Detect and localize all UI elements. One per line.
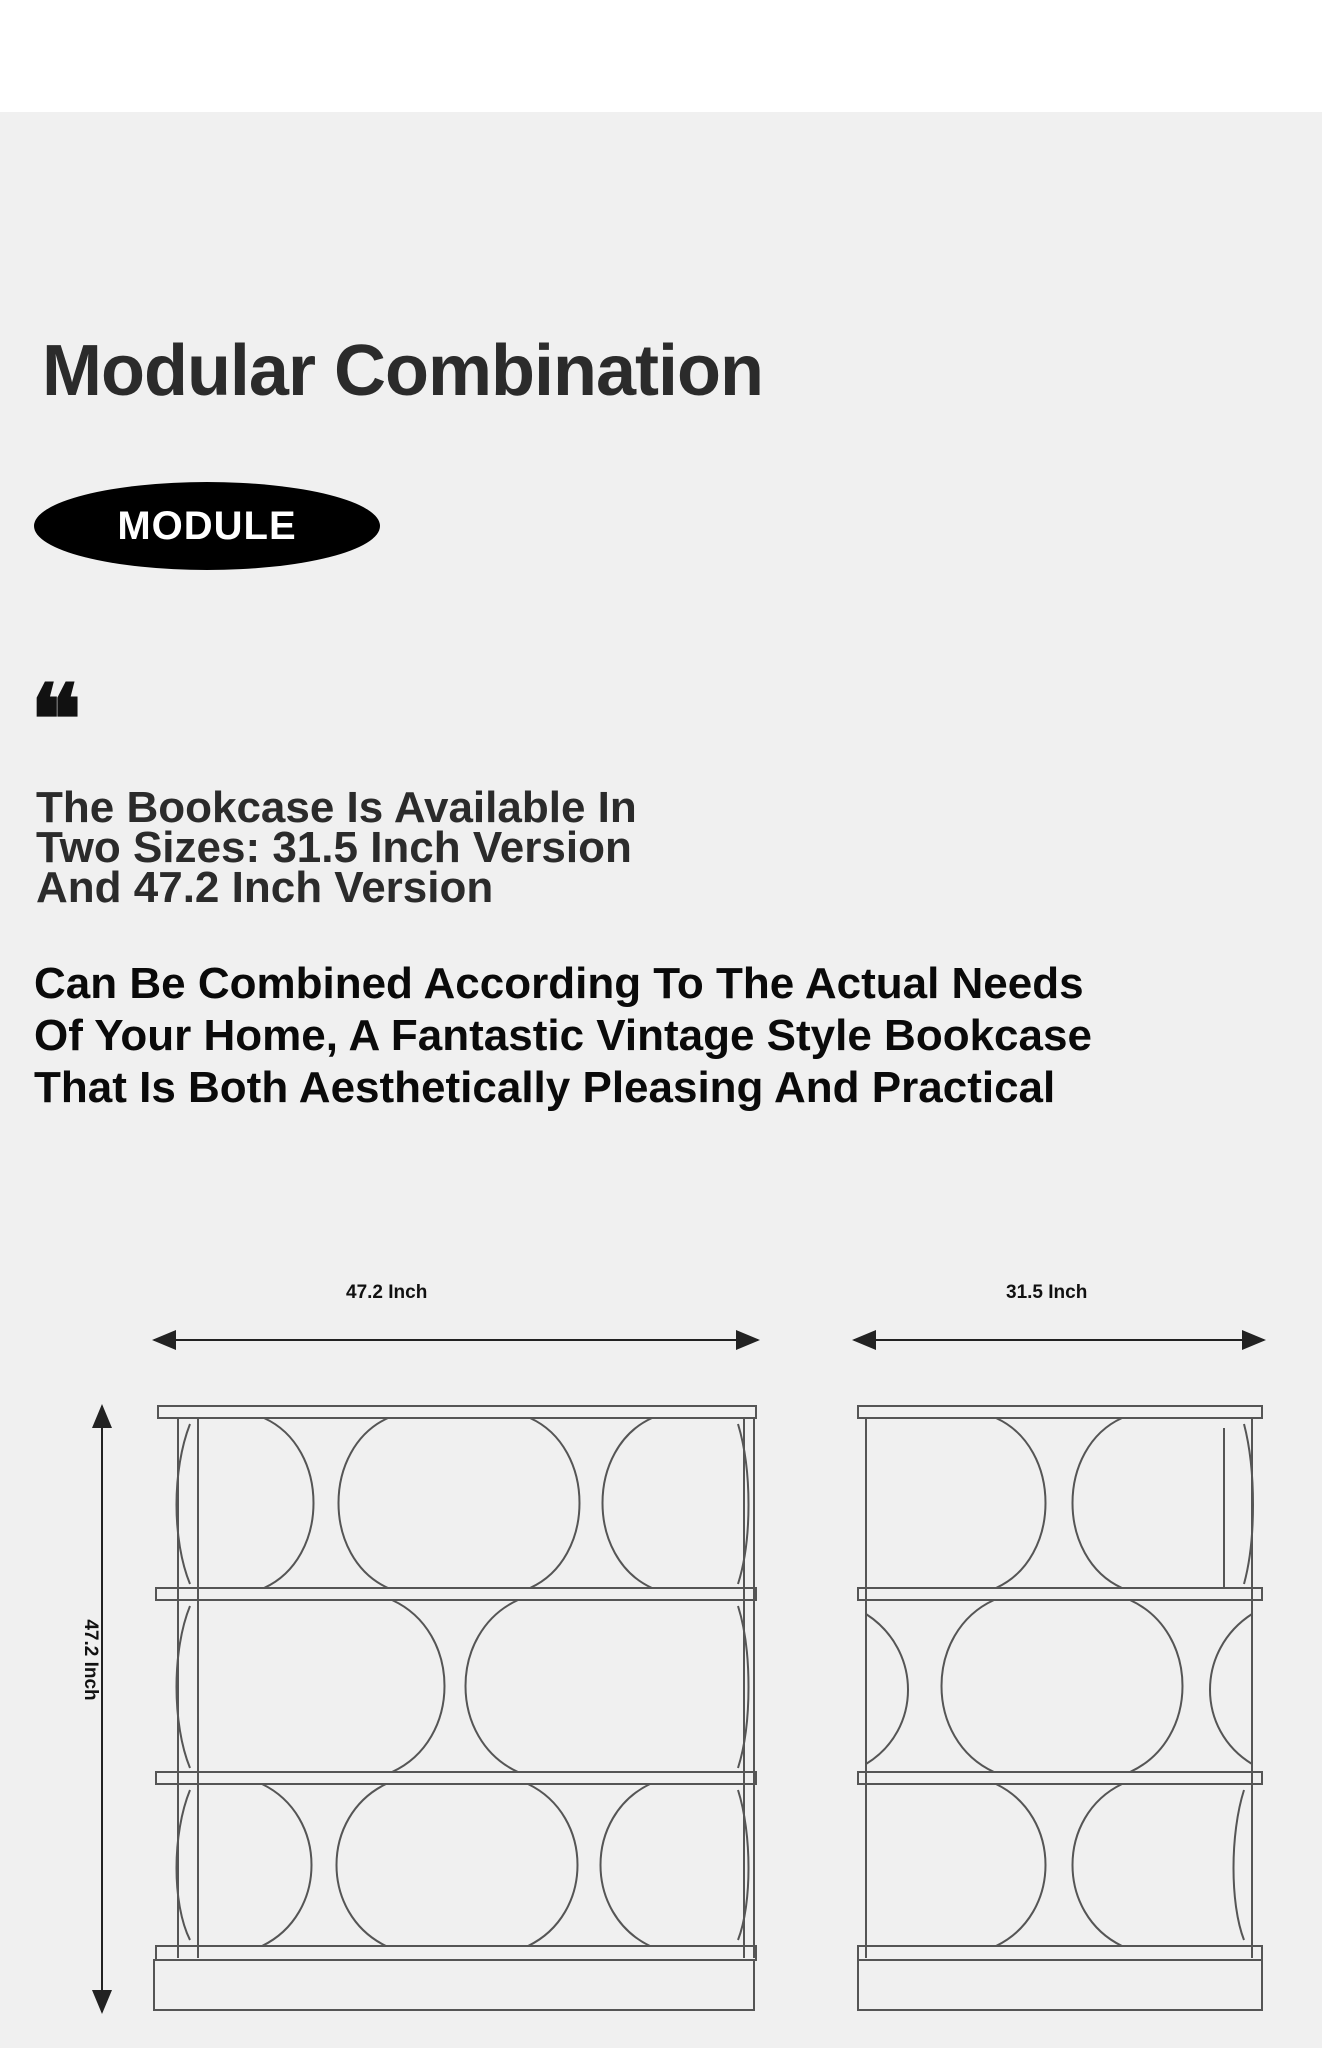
small-width-label: 31.5 Inch [1006,1282,1088,1303]
large-width-label: 47.2 Inch [346,1282,428,1303]
description-line: That Is Both Aesthetically Pleasing And Practical [34,1063,1056,1112]
description-line: Of Your Home, A Fantastic Vintage Style Bookcase [34,1011,1092,1060]
small-bookcase [858,1406,1262,2010]
description-line: Can Be Combined According To The Actual Needs [34,959,1084,1008]
quote-mark-icon: ❝ [30,663,82,776]
module-badge-label: MODULE [117,503,297,548]
subtitle-line: And 47.2 Inch Version [36,863,494,912]
page-title: Modular Combination [42,331,763,411]
height-label: 47.2 Inch [80,1619,101,1701]
subtitle-line: Two Sizes: 31.5 Inch Version [36,823,632,872]
large-bookcase [154,1406,756,2010]
subtitle-line: The Bookcase Is Available In [36,783,637,832]
